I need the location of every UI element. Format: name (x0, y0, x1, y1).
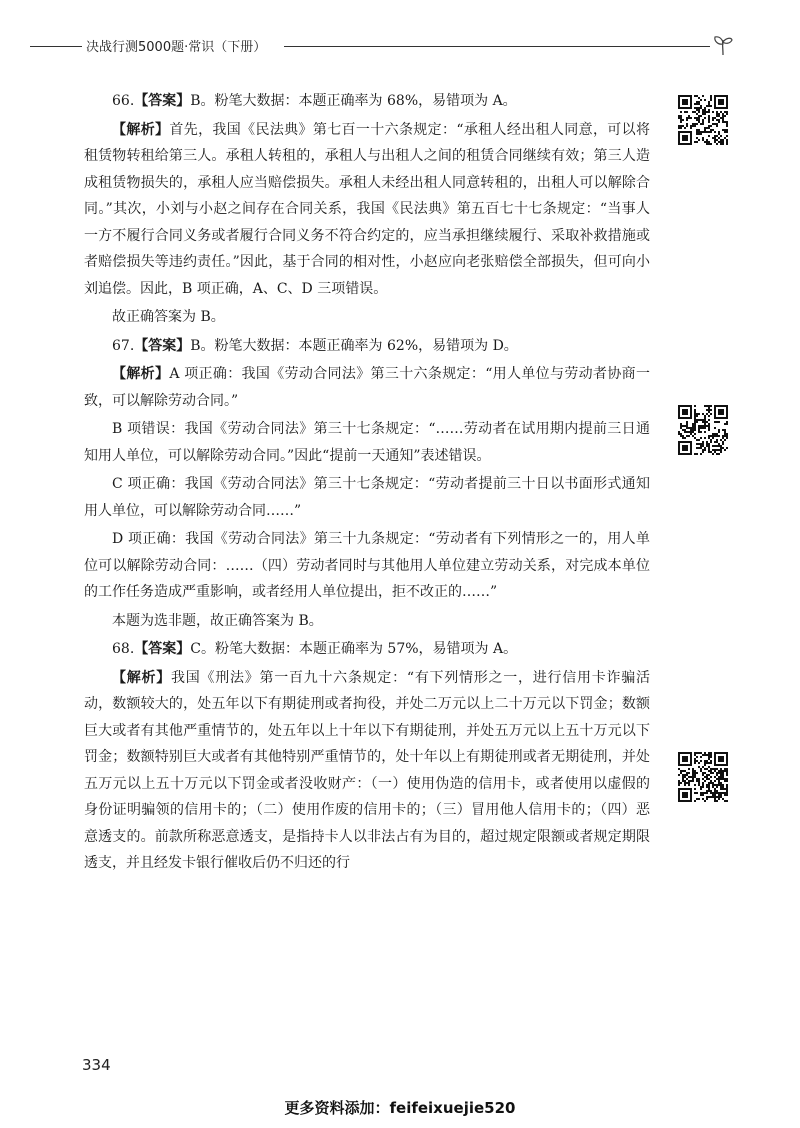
qr-code-q67 (678, 405, 728, 455)
question-number: 66. (112, 93, 135, 109)
paragraph-q68-answer (84, 636, 650, 663)
paragraph-text: A 项正确：我国《劳动合同法》第三十六条规定：“用人单位与劳动者协商一致，可以解除劳动合同。” (84, 366, 650, 409)
paragraph-text: D 项正确：我国《劳动合同法》第三十九条规定：“劳动者有下列情形之一的，用人单位可以解除劳动合同：……（四）劳动者同时与其他用人单位建立劳动关系，对完成本单位的工作任务造成严重影响，或者经用人单位提出，拒不改正的……” (84, 531, 650, 600)
paragraph-q66-analysis (84, 117, 650, 303)
paragraph-text: C。粉笔大数据：本题正确率为 57%，易错项为 A。 (190, 641, 518, 657)
header-rule-left (30, 46, 82, 47)
answer-tag: 【答案】 (134, 337, 191, 354)
header-title: 决战行测5000题·常识（下册） (86, 40, 267, 55)
question-number: 67. (112, 337, 135, 354)
paragraph-text: 故正确答案为 B。 (112, 309, 225, 325)
answer-tag: 【答案】 (134, 93, 191, 109)
answer-explanations (84, 88, 650, 877)
paragraph-q67-analysis-d (84, 526, 650, 606)
paragraph-q68-analysis (84, 665, 650, 877)
paragraph-text: C 项正确：我国《劳动合同法》第三十七条规定：“劳动者提前三十日以书面形式通知用人单位，可以解除劳动合同……” (84, 476, 650, 519)
header-rule-right (284, 46, 710, 47)
leaf-icon (712, 34, 734, 56)
paragraph-q67-analysis-b (84, 416, 650, 469)
paragraph-text: B。粉笔大数据：本题正确率为 68%，易错项为 A。 (190, 93, 517, 109)
paragraph-q66-conclusion (84, 304, 650, 331)
paragraph-q67-analysis-a (84, 361, 650, 414)
paragraph-q66-answer (84, 88, 650, 115)
answer-tag: 【答案】 (134, 641, 191, 657)
qr-code-q66 (678, 95, 728, 145)
qr-code-q68 (678, 752, 728, 802)
paragraph-q67-answer (84, 333, 650, 360)
paragraph-text: B。粉笔大数据：本题正确率为 62%，易错项为 D。 (190, 337, 518, 354)
paragraph-text: 本题为选非题，故正确答案为 B。 (112, 612, 323, 629)
paragraph-text: 首先，我国《民法典》第七百一十六条规定：“承租人经出租人同意，可以将租赁物转租给第三人。承租人转租的，承租人与出租人之间的租赁合同继续有效；第三人造成租赁物损失的，承租人应当赔偿损失。承租人未经出租人同意转租的，出租人可以解除合同。”其次，小刘与小赵之间存在合同关系，我国《民法典》第五百七十七条规定：“当事人一方不履行合同义务或者履行合同义务不符合约定的，应当承担继续履行、采取补救措施或者赔偿损失等违约责任。”因此，基于合同的相对性，小赵应向老张赔偿全部损失，但可向小刘追偿。因此，B 项正确，A、C、D 三项错误。 (84, 121, 651, 297)
analysis-tag: 【解析】 (112, 366, 170, 382)
analysis-tag: 【解析】 (112, 669, 171, 686)
question-number: 68. (112, 641, 135, 657)
paragraph-q67-analysis-c (84, 471, 650, 524)
paragraph-q67-conclusion (84, 608, 650, 635)
footer-contact: 更多资料添加：feifeixuejie520 (284, 1099, 516, 1117)
page-number: 334 (82, 1056, 111, 1074)
page-header (0, 34, 800, 58)
analysis-tag: 【解析】 (112, 121, 170, 138)
paragraph-text: B 项错误：我国《劳动合同法》第三十七条规定：“……劳动者在试用期内提前三日通知用人单位，可以解除劳动合同。”因此“提前一天通知”表述错误。 (84, 421, 650, 464)
paragraph-text: 我国《刑法》第一百九十六条规定：“有下列情形之一，进行信用卡诈骗活动，数额较大的，处五年以下有期徒刑或者拘役，并处二万元以上二十万元以下罚金；数额巨大或者有其他严重情节的，处五年以上十年以下有期徒刑，并处五万元以上五十万元以下罚金；数额特别巨大或者有其他特别严重情节的，处十年以上有期徒刑或者无期徒刑，并处五万元以上五十万元以下罚金或者没收财产：（一）使用伪造的信用卡，或者使用以虚假的身份证明骗领的信用卡的；（二）使用作废的信用卡的；（三）冒用他人信用卡的；（四）恶意透支的。前款所称恶意透支，是指持卡人以非法占有为目的，超过规定限额或者规定期限透支，并且经发卡银行催收后仍不归还的行 (84, 669, 651, 871)
